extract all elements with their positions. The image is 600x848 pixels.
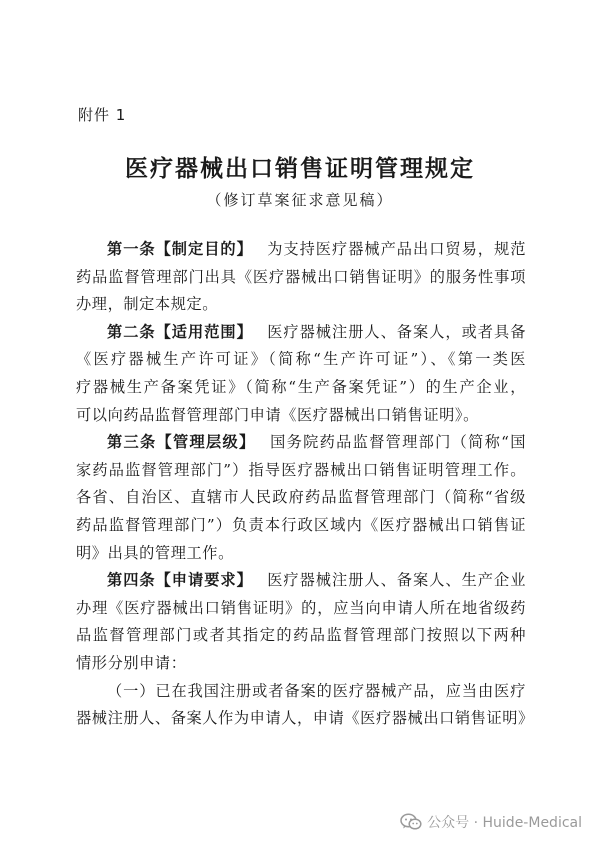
article-line: 《医疗器械生产许可证》（简称“生产许可证”）、《第一类医 bbox=[76, 350, 526, 369]
article-line: 疗器械生产备案凭证》（简称“生产备案凭证”）的生产企业， bbox=[76, 377, 526, 396]
article-3 bbox=[76, 429, 526, 567]
article-line: 各省、自治区、直辖市人民政府药品监督管理部门（简称“省级 bbox=[76, 488, 526, 507]
article-text: 国务院药品监督管理部门（简称“国 bbox=[269, 433, 526, 452]
article-2 bbox=[76, 319, 526, 429]
article-1 bbox=[76, 236, 526, 319]
article-line bbox=[76, 319, 526, 347]
article-text: 为支持医疗器械产品出口贸易，规范 bbox=[266, 240, 526, 258]
article-line: 药品监督管理部门”）负责本行政区域内《医疗器械出口销售证 bbox=[76, 515, 526, 534]
document-body bbox=[76, 236, 534, 733]
article-line: 药品监督管理部门出具《医疗器械出口销售证明》的服务性事项 bbox=[76, 267, 526, 286]
article-heading: 第二条【适用范围】 bbox=[107, 322, 253, 341]
document-title: 医疗器械出口销售证明管理规定 bbox=[125, 155, 475, 182]
article-4-item-1 bbox=[76, 678, 534, 733]
document-subtitle: （修订草案征求意见稿） bbox=[206, 191, 394, 209]
article-heading: 第四条【申请要求】 bbox=[107, 571, 253, 590]
article-line: 情形分别申请： bbox=[76, 653, 187, 672]
article-line: 办理，制定本规定。 bbox=[76, 295, 219, 314]
watermark bbox=[400, 812, 582, 832]
article-line: 明》出具的管理工作。 bbox=[76, 543, 234, 562]
article-line: 办理《医疗器械出口销售证明》的，应当向申请人所在地省级药 bbox=[76, 598, 526, 617]
article-line: 品监督管理部门或者其指定的药品监督管理部门按照以下两种 bbox=[76, 626, 526, 645]
article-4 bbox=[76, 567, 526, 677]
article-line: 可以向药品监督管理部门申请《医疗器械出口销售证明》。 bbox=[76, 405, 479, 424]
article-line bbox=[76, 236, 526, 264]
watermark-text: 公众号 · Huide-Medical bbox=[427, 815, 582, 831]
attachment-label: 附件 1 bbox=[78, 106, 127, 124]
article-line bbox=[76, 429, 526, 457]
article-text: 医疗器械注册人、备案人、生产企业 bbox=[266, 571, 526, 590]
article-heading: 第一条【制定目的】 bbox=[107, 240, 253, 258]
article-line: 家药品监督管理部门”）指导医疗器械出口销售证明管理工作。 bbox=[76, 460, 526, 479]
wechat-icon bbox=[400, 813, 422, 831]
article-text: 医疗器械注册人、备案人，或者具备 bbox=[266, 322, 526, 341]
article-line: 器械注册人、备案人作为申请人，申请《医疗器械出口销售证明》 bbox=[76, 709, 534, 728]
article-heading: 第三条【管理层级】 bbox=[107, 433, 256, 452]
article-line bbox=[76, 567, 526, 595]
article-line: （一）已在我国注册或者备案的医疗器械产品，应当由医疗 bbox=[107, 681, 526, 700]
